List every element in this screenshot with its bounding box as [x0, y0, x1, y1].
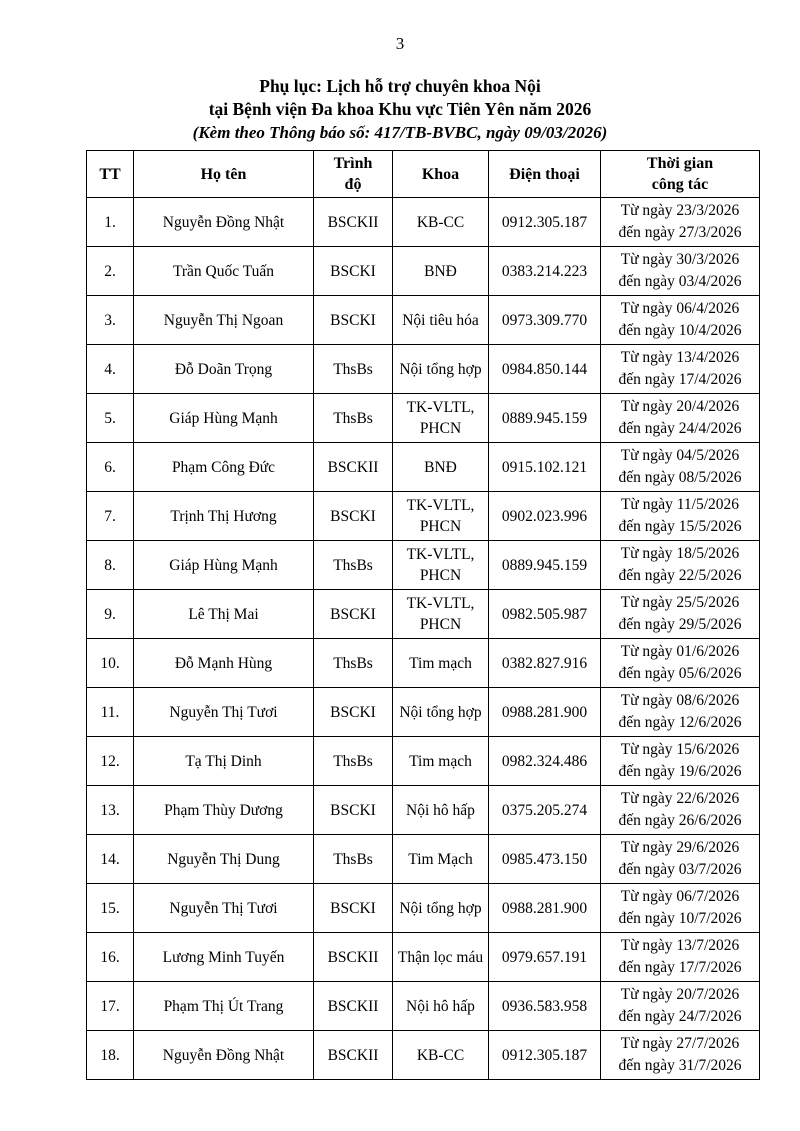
cell-tt: 11.	[87, 688, 134, 737]
cell-tt: 18.	[87, 1031, 134, 1080]
cell-name: Lê Thị Mai	[134, 590, 314, 639]
cell-time	[601, 492, 760, 541]
cell-time-from: Từ ngày 11/5/2026	[620, 496, 740, 513]
cell-phone: 0902.023.996	[489, 492, 601, 541]
title-block	[0, 75, 800, 144]
cell-dept: Nội tổng hợp	[393, 884, 489, 933]
cell-name: Nguyễn Thị Tươi	[134, 688, 314, 737]
cell-time-to: đến ngày 10/4/2026	[618, 322, 742, 339]
cell-degree: BSCKII	[314, 1031, 393, 1080]
cell-name: Nguyễn Thị Tươi	[134, 884, 314, 933]
table-row	[87, 982, 760, 1031]
cell-tt: 15.	[87, 884, 134, 933]
cell-time-to: đến ngày 17/7/2026	[618, 959, 742, 976]
table-row	[87, 590, 760, 639]
cell-tt: 2.	[87, 247, 134, 296]
cell-name: Nguyễn Đồng Nhật	[134, 198, 314, 247]
cell-time-to: đến ngày 17/4/2026	[618, 371, 742, 388]
cell-tt: 10.	[87, 639, 134, 688]
cell-phone: 0982.324.486	[489, 737, 601, 786]
cell-tt: 16.	[87, 933, 134, 982]
page-number: 3	[395, 34, 405, 53]
cell-name: Lương Minh Tuyến	[134, 933, 314, 982]
cell-tt: 5.	[87, 394, 134, 443]
table-row	[87, 835, 760, 884]
cell-time-from: Từ ngày 01/6/2026	[620, 643, 740, 660]
cell-time-to: đến ngày 05/6/2026	[618, 665, 742, 682]
header-tt: TT	[87, 151, 134, 198]
cell-dept: Tim mạch	[393, 639, 489, 688]
cell-degree: BSCKII	[314, 443, 393, 492]
table-row	[87, 492, 760, 541]
cell-phone: 0988.281.900	[489, 884, 601, 933]
cell-tt: 12.	[87, 737, 134, 786]
cell-degree: ThsBs	[314, 541, 393, 590]
cell-degree: BSCKI	[314, 786, 393, 835]
cell-time	[601, 639, 760, 688]
table-row	[87, 786, 760, 835]
cell-time-to: đến ngày 15/5/2026	[618, 518, 742, 535]
cell-degree: ThsBs	[314, 835, 393, 884]
cell-phone: 0912.305.187	[489, 1031, 601, 1080]
schedule-table-body	[87, 198, 760, 1080]
cell-time-from: Từ ngày 29/6/2026	[620, 839, 740, 856]
cell-name: Tạ Thị Dinh	[134, 737, 314, 786]
cell-dept: KB-CC	[393, 198, 489, 247]
table-row	[87, 884, 760, 933]
cell-dept: TK-VLTL, PHCN	[393, 492, 489, 541]
cell-dept: TK-VLTL, PHCN	[393, 541, 489, 590]
cell-phone: 0973.309.770	[489, 296, 601, 345]
table-row	[87, 345, 760, 394]
cell-time	[601, 345, 760, 394]
document-title-line1: Phụ lục: Lịch hỗ trợ chuyên khoa Nội	[259, 76, 541, 96]
cell-time	[601, 737, 760, 786]
cell-name: Phạm Công Đức	[134, 443, 314, 492]
cell-name: Giáp Hùng Mạnh	[134, 394, 314, 443]
header-time	[601, 151, 760, 198]
cell-degree: BSCKI	[314, 492, 393, 541]
cell-time-to: đến ngày 24/7/2026	[618, 1008, 742, 1025]
cell-degree: BSCKI	[314, 590, 393, 639]
cell-tt: 7.	[87, 492, 134, 541]
cell-time-to: đến ngày 22/5/2026	[618, 567, 742, 584]
header-time-line2: công tác	[651, 176, 709, 193]
table-row	[87, 247, 760, 296]
cell-dept: KB-CC	[393, 1031, 489, 1080]
cell-degree: BSCKI	[314, 884, 393, 933]
cell-time-from: Từ ngày 23/3/2026	[620, 202, 740, 219]
cell-name: Phạm Thị Út Trang	[134, 982, 314, 1031]
cell-phone: 0988.281.900	[489, 688, 601, 737]
cell-name: Nguyễn Đồng Nhật	[134, 1031, 314, 1080]
table-row	[87, 443, 760, 492]
cell-time-from: Từ ngày 15/6/2026	[620, 741, 740, 758]
cell-time-from: Từ ngày 25/5/2026	[620, 594, 740, 611]
cell-phone: 0915.102.121	[489, 443, 601, 492]
header-time-line1: Thời gian	[646, 155, 714, 172]
cell-time-to: đến ngày 10/7/2026	[618, 910, 742, 927]
header-phone: Điện thoại	[489, 151, 601, 198]
cell-phone: 0375.205.274	[489, 786, 601, 835]
cell-time	[601, 247, 760, 296]
cell-time-to: đến ngày 03/7/2026	[618, 861, 742, 878]
cell-time	[601, 198, 760, 247]
cell-phone: 0382.827.916	[489, 639, 601, 688]
cell-time-from: Từ ngày 30/3/2026	[620, 251, 740, 268]
header-degree-line1: Trình	[333, 155, 373, 172]
table-row	[87, 639, 760, 688]
cell-time-from: Từ ngày 27/7/2026	[620, 1035, 740, 1052]
cell-time-from: Từ ngày 08/6/2026	[620, 692, 740, 709]
cell-time	[601, 835, 760, 884]
cell-tt: 3.	[87, 296, 134, 345]
cell-dept: Tim Mạch	[393, 835, 489, 884]
cell-degree: ThsBs	[314, 394, 393, 443]
cell-time	[601, 688, 760, 737]
cell-phone: 0383.214.223	[489, 247, 601, 296]
header-name: Họ tên	[134, 151, 314, 198]
cell-time-to: đến ngày 19/6/2026	[618, 763, 742, 780]
cell-time	[601, 541, 760, 590]
cell-name: Trịnh Thị Hương	[134, 492, 314, 541]
cell-phone: 0889.945.159	[489, 394, 601, 443]
cell-time	[601, 933, 760, 982]
cell-degree: ThsBs	[314, 639, 393, 688]
cell-phone: 0984.850.144	[489, 345, 601, 394]
table-row	[87, 933, 760, 982]
cell-time-to: đến ngày 27/3/2026	[618, 224, 742, 241]
cell-tt: 14.	[87, 835, 134, 884]
cell-tt: 4.	[87, 345, 134, 394]
cell-name: Nguyễn Thị Ngoan	[134, 296, 314, 345]
cell-tt: 8.	[87, 541, 134, 590]
cell-dept: Nội tiêu hóa	[393, 296, 489, 345]
table-row	[87, 296, 760, 345]
cell-time-from: Từ ngày 04/5/2026	[620, 447, 740, 464]
cell-dept: Nội tổng hợp	[393, 345, 489, 394]
document-title-line2: tại Bệnh viện Đa khoa Khu vực Tiên Yên năm 2026	[208, 99, 592, 119]
document-title-note: (Kèm theo Thông báo số: 417/TB-BVBC, ngày 09/03/2026)	[192, 123, 608, 142]
cell-time-from: Từ ngày 06/7/2026	[620, 888, 740, 905]
cell-time	[601, 296, 760, 345]
cell-tt: 17.	[87, 982, 134, 1031]
cell-time-from: Từ ngày 20/4/2026	[620, 398, 740, 415]
cell-time-from: Từ ngày 13/7/2026	[620, 937, 740, 954]
cell-degree: BSCKI	[314, 296, 393, 345]
cell-time-from: Từ ngày 13/4/2026	[620, 349, 740, 366]
cell-phone: 0979.657.191	[489, 933, 601, 982]
cell-tt: 1.	[87, 198, 134, 247]
table-row	[87, 688, 760, 737]
cell-name: Đỗ Doãn Trọng	[134, 345, 314, 394]
cell-time-to: đến ngày 08/5/2026	[618, 469, 742, 486]
cell-time	[601, 982, 760, 1031]
cell-dept: Tim mạch	[393, 737, 489, 786]
cell-time-from: Từ ngày 22/6/2026	[620, 790, 740, 807]
cell-time-to: đến ngày 12/6/2026	[618, 714, 742, 731]
cell-phone: 0985.473.150	[489, 835, 601, 884]
cell-time-to: đến ngày 26/6/2026	[618, 812, 742, 829]
cell-degree: BSCKI	[314, 688, 393, 737]
cell-dept: BNĐ	[393, 247, 489, 296]
cell-time	[601, 443, 760, 492]
cell-time-to: đến ngày 24/4/2026	[618, 420, 742, 437]
header-degree-line2: độ	[344, 176, 362, 193]
cell-time-from: Từ ngày 20/7/2026	[620, 986, 740, 1003]
cell-phone: 0936.583.958	[489, 982, 601, 1031]
cell-time	[601, 590, 760, 639]
table-row	[87, 541, 760, 590]
cell-degree: BSCKI	[314, 247, 393, 296]
cell-time-to: đến ngày 29/5/2026	[618, 616, 742, 633]
cell-time	[601, 394, 760, 443]
cell-dept: Nội hô hấp	[393, 982, 489, 1031]
cell-time	[601, 884, 760, 933]
cell-degree: BSCKII	[314, 933, 393, 982]
header-row	[87, 151, 760, 198]
cell-time-to: đến ngày 03/4/2026	[618, 273, 742, 290]
cell-degree: ThsBs	[314, 737, 393, 786]
header-degree	[314, 151, 393, 198]
cell-tt: 6.	[87, 443, 134, 492]
cell-degree: ThsBs	[314, 345, 393, 394]
cell-dept: TK-VLTL, PHCN	[393, 394, 489, 443]
cell-dept: Nội tổng hợp	[393, 688, 489, 737]
table-row	[87, 1031, 760, 1080]
cell-degree: BSCKII	[314, 982, 393, 1031]
cell-name: Giáp Hùng Mạnh	[134, 541, 314, 590]
schedule-table-header	[87, 151, 760, 198]
cell-time	[601, 786, 760, 835]
cell-dept: Nội hô hấp	[393, 786, 489, 835]
cell-tt: 13.	[87, 786, 134, 835]
cell-dept: BNĐ	[393, 443, 489, 492]
table-row	[87, 737, 760, 786]
table-row	[87, 198, 760, 247]
cell-time-from: Từ ngày 18/5/2026	[620, 545, 740, 562]
cell-time-to: đến ngày 31/7/2026	[618, 1057, 742, 1074]
cell-name: Nguyễn Thị Dung	[134, 835, 314, 884]
table-row	[87, 394, 760, 443]
cell-time	[601, 1031, 760, 1080]
cell-name: Trần Quốc Tuấn	[134, 247, 314, 296]
cell-time-from: Từ ngày 06/4/2026	[620, 300, 740, 317]
cell-dept: Thận lọc máu	[393, 933, 489, 982]
cell-tt: 9.	[87, 590, 134, 639]
cell-name: Đỗ Mạnh Hùng	[134, 639, 314, 688]
cell-dept: TK-VLTL, PHCN	[393, 590, 489, 639]
cell-phone: 0982.505.987	[489, 590, 601, 639]
cell-degree: BSCKII	[314, 198, 393, 247]
cell-phone: 0912.305.187	[489, 198, 601, 247]
cell-name: Phạm Thùy Dương	[134, 786, 314, 835]
header-dept: Khoa	[393, 151, 489, 198]
cell-phone: 0889.945.159	[489, 541, 601, 590]
schedule-table	[86, 150, 760, 1080]
